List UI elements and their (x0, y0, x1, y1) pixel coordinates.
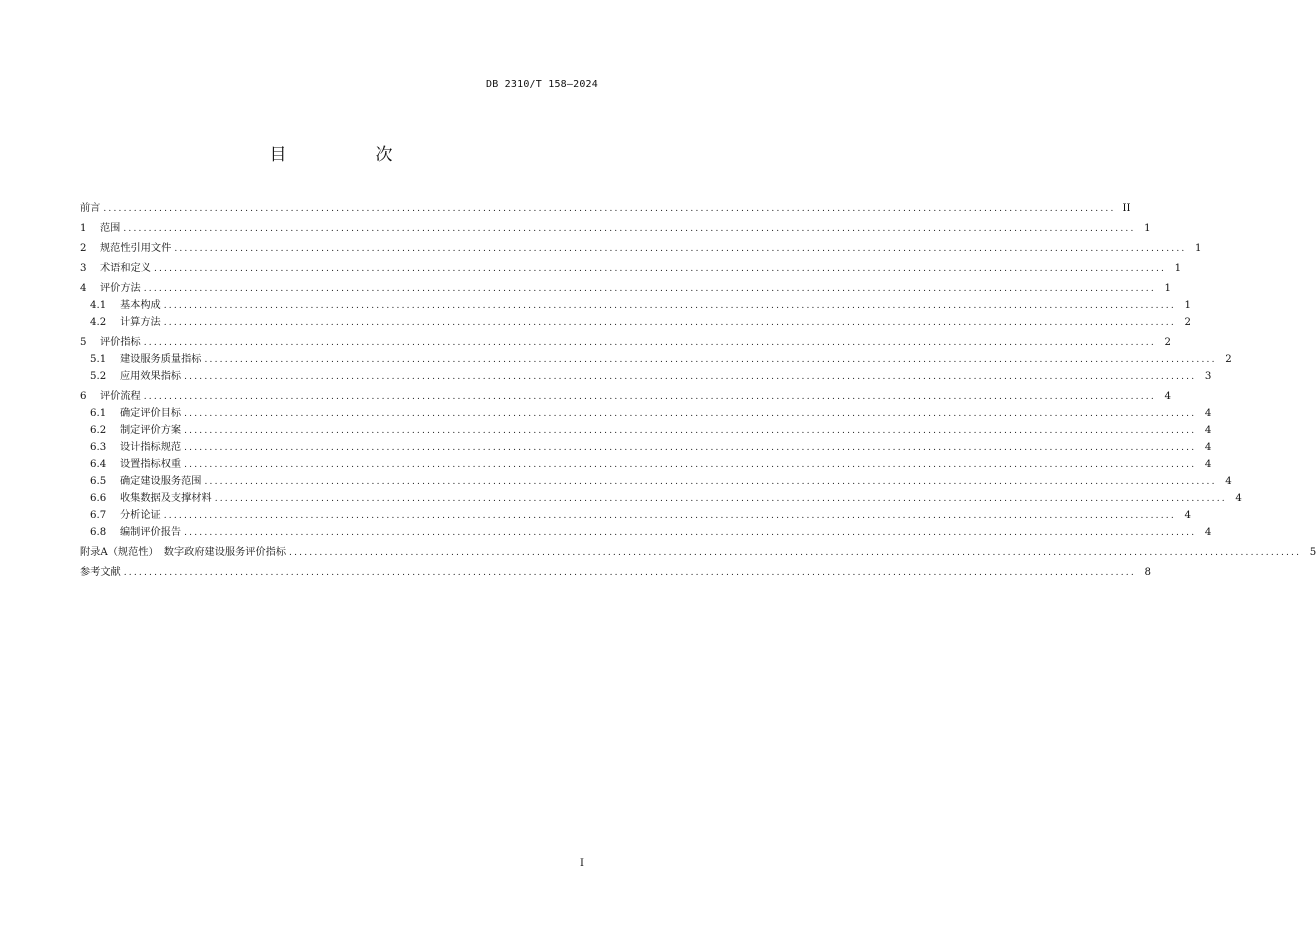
toc-entry-label: 应用效果指标 (120, 371, 182, 382)
toc-leader-dots: ........................................................................................................................................................................................................ (184, 426, 1197, 436)
toc-entry-number: 6.7 (90, 510, 107, 521)
toc-leader-dots: ........................................................................................................................................................................................................ (174, 244, 1187, 254)
toc-entry-label: 范围 (100, 223, 121, 234)
toc-entry-number: 6.6 (90, 493, 107, 504)
toc-entry-number: 4.2 (90, 317, 107, 328)
toc-leader-dots: ........................................................................................................................................................................................................ (184, 443, 1197, 453)
toc-leader-dots: ........................................................................................................................................................................................................ (103, 204, 1116, 214)
toc-entry-page: 1 (1184, 300, 1191, 311)
toc-entry-appendix-a[interactable] (80, 544, 1316, 561)
toc-leader-dots: ........................................................................................................................................................................................................ (143, 284, 1156, 294)
toc-entry-page: 1 (1174, 263, 1182, 274)
toc-entry-number: 6.3 (90, 442, 107, 453)
toc-entry-label: 基本构成 (120, 300, 161, 311)
toc-entry-page: 1 (1195, 243, 1202, 254)
toc-entry-page: 4 (1225, 476, 1232, 487)
toc-entry-foreword[interactable] (80, 200, 1131, 217)
toc-entry-set-weights[interactable] (80, 456, 1212, 473)
standard-code: DB 2310/T 158—2024 (486, 79, 598, 90)
toc-entry-analysis[interactable] (80, 507, 1191, 524)
toc-entry-formulate-plan[interactable] (80, 422, 1212, 439)
toc-entry-page: 2 (1164, 337, 1171, 348)
toc-entry-number: 6 (80, 391, 87, 402)
toc-leader-dots: ........................................................................................................................................................................................................ (163, 301, 1176, 311)
toc-entry-page: 4 (1204, 442, 1212, 453)
toc-entry-label: 评价方法 (100, 283, 141, 294)
toc-title: 目 次 (269, 145, 429, 165)
toc-entry-number: 1 (80, 223, 87, 234)
toc-leader-dots: ........................................................................................................................................................................................................ (153, 264, 1167, 274)
toc-entry-label: 评价流程 (100, 391, 141, 402)
toc-entry-page: 4 (1235, 493, 1242, 504)
toc-entry-page: 4 (1204, 425, 1212, 436)
page-number: I (580, 858, 584, 869)
toc-entry-label: 设置指标权重 (120, 459, 182, 470)
toc-leader-dots: ........................................................................................................................................................................................................ (143, 338, 1156, 348)
toc-entry-label: 建设服务质量指标 (120, 354, 202, 365)
toc-entry-number: 6.8 (90, 527, 107, 538)
toc-entry-page: 5 (1309, 547, 1316, 558)
toc-entry-number: 4 (80, 283, 87, 294)
toc-entry-label: 术语和定义 (100, 263, 151, 274)
toc-entry-label: 前言 (80, 203, 101, 214)
toc-entry-scope[interactable] (80, 220, 1151, 237)
toc-leader-dots: ........................................................................................................................................................................................................ (184, 372, 1197, 382)
toc-entry-collect-data[interactable] (80, 490, 1242, 507)
toc-entry-label: 收集数据及支撑材料 (120, 493, 212, 504)
toc-entry-number: 4.1 (90, 300, 107, 311)
toc-entry-label: 确定建设服务范围 (120, 476, 202, 487)
toc-leader-dots: ........................................................................................................................................................................................................ (123, 224, 1136, 234)
toc-entry-label: 参考文献 (80, 567, 121, 578)
toc-entry-number: 6.4 (90, 459, 107, 470)
toc-leader-dots: ........................................................................................................................................................................................................ (204, 477, 1217, 487)
toc-entry-number: 6.2 (90, 425, 107, 436)
toc-entry-label: 计算方法 (120, 317, 161, 328)
toc-entry-define-scope[interactable] (80, 473, 1232, 490)
toc-leader-dots: ........................................................................................................................................................................................................ (204, 355, 1217, 365)
toc-leader-dots: ........................................................................................................................................................................................................ (123, 568, 1136, 578)
toc-entry-label: 确定评价目标 (120, 408, 182, 419)
toc-entry-page: 2 (1184, 317, 1191, 328)
toc-entry-evaluation-method[interactable] (80, 280, 1171, 297)
toc-leader-dots: ........................................................................................................................................................................................................ (143, 392, 1156, 402)
toc-entry-label: 分析论证 (120, 510, 161, 521)
toc-entry-basic-composition[interactable] (80, 297, 1191, 314)
toc-entry-label: 附录A（规范性） 数字政府建设服务评价指标 (80, 547, 287, 558)
toc-leader-dots: ........................................................................................................................................................................................................ (184, 528, 1197, 538)
toc-entry-normative-references[interactable] (80, 240, 1202, 257)
toc-leader-dots: ........................................................................................................................................................................................................ (184, 460, 1197, 470)
toc-entry-evaluation-indicators[interactable] (80, 334, 1171, 351)
toc-entry-number: 6.1 (90, 408, 107, 419)
toc-entry-page: 4 (1184, 510, 1191, 521)
toc-entry-page: 4 (1204, 459, 1212, 470)
toc-entry-page: 8 (1144, 567, 1151, 578)
toc-entry-page: 4 (1164, 391, 1171, 402)
toc-entry-define-objectives[interactable] (80, 405, 1212, 422)
toc-entry-number: 3 (80, 263, 87, 274)
toc-entry-page: 2 (1225, 354, 1232, 365)
toc-entry-service-quality-indicators[interactable] (80, 351, 1232, 368)
toc-entry-design-specification[interactable] (80, 439, 1212, 456)
toc-entry-page: 4 (1204, 527, 1212, 538)
table-of-contents (80, 200, 1316, 581)
toc-entry-number: 5.2 (90, 371, 107, 382)
toc-entry-label: 规范性引用文件 (100, 243, 172, 254)
toc-entry-page: 1 (1144, 223, 1151, 234)
toc-entry-evaluation-process[interactable] (80, 388, 1171, 405)
toc-leader-dots: ........................................................................................................................................................................................................ (214, 494, 1227, 504)
toc-entry-page: 4 (1204, 408, 1212, 419)
toc-entry-label: 编制评价报告 (120, 527, 182, 538)
toc-entry-label: 制定评价方案 (120, 425, 182, 436)
toc-entry-calculation-method[interactable] (80, 314, 1191, 331)
toc-entry-page: II (1122, 203, 1131, 214)
toc-entry-number: 6.5 (90, 476, 107, 487)
toc-entry-terms-definitions[interactable] (80, 260, 1182, 277)
toc-entry-label: 设计指标规范 (120, 442, 182, 453)
toc-entry-number: 5 (80, 337, 87, 348)
toc-entry-application-effect-indicators[interactable] (80, 368, 1212, 385)
toc-leader-dots: ........................................................................................................................................................................................................ (163, 318, 1176, 328)
toc-entry-number: 5.1 (90, 354, 107, 365)
toc-entry-page: 1 (1164, 283, 1171, 294)
toc-leader-dots: ........................................................................................................................................................................................................ (163, 511, 1176, 521)
toc-entry-page: 3 (1204, 371, 1212, 382)
toc-leader-dots: ........................................................................................................................................................................................................ (289, 548, 1302, 558)
toc-leader-dots: ........................................................................................................................................................................................................ (184, 409, 1197, 419)
toc-entry-bibliography[interactable] (80, 564, 1151, 581)
toc-entry-number: 2 (80, 243, 87, 254)
toc-entry-label: 评价指标 (100, 337, 141, 348)
toc-entry-prepare-report[interactable] (80, 524, 1212, 541)
